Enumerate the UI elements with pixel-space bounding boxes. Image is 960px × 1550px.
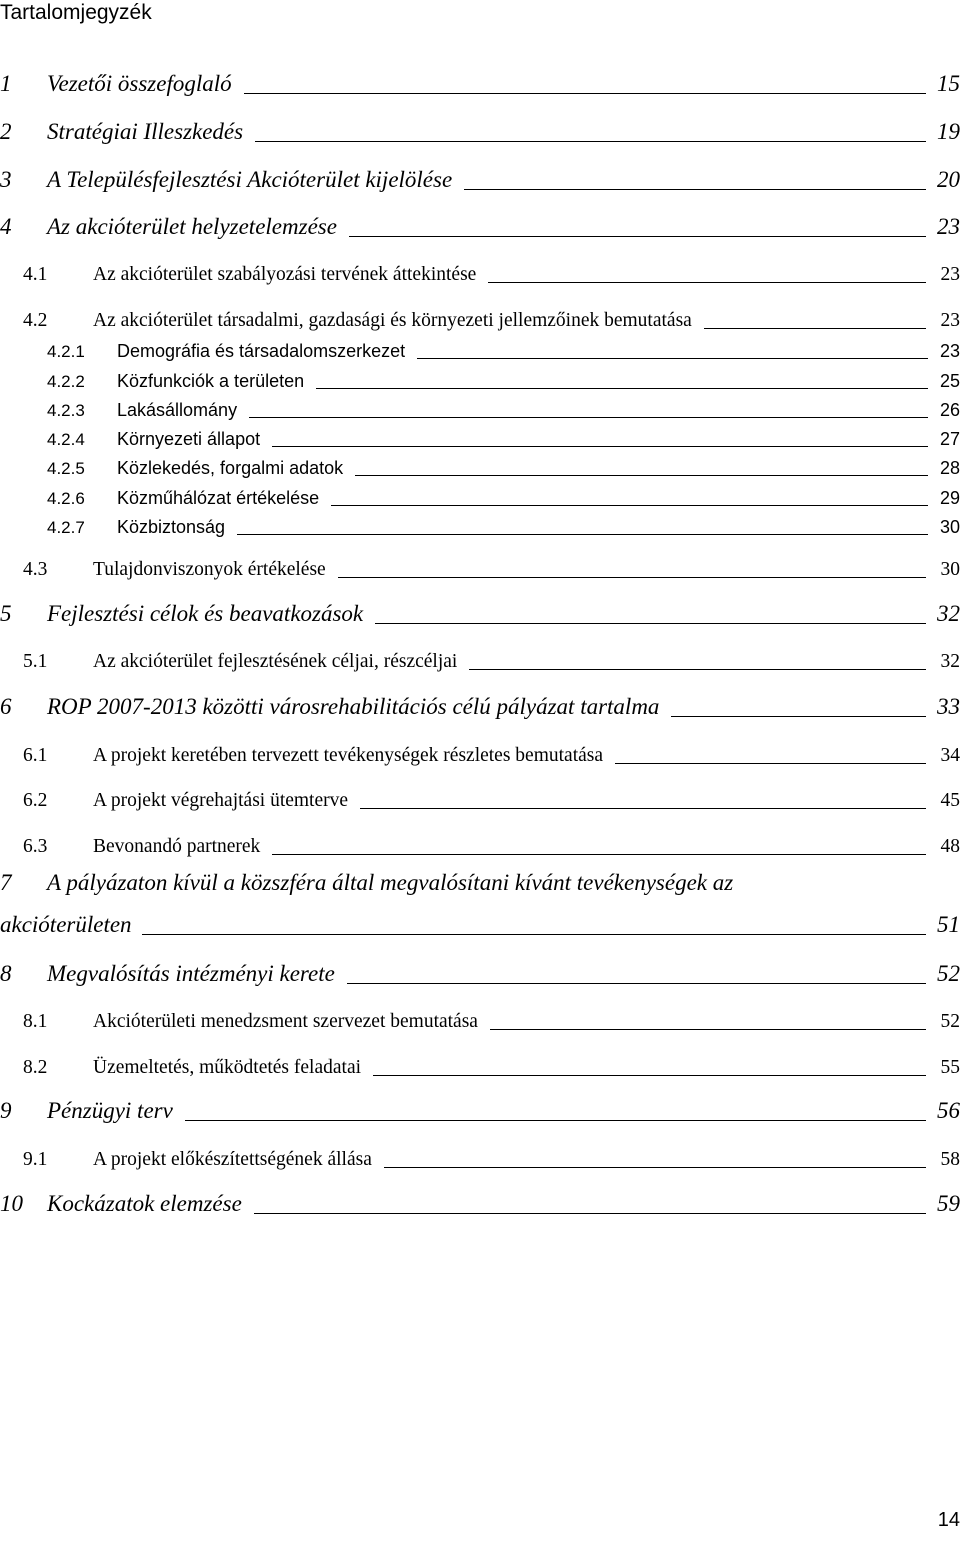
toc-entry-page: 32	[937, 601, 960, 626]
toc-entry-4-2[interactable]	[0, 302, 960, 332]
toc-entry-9-1[interactable]	[0, 1141, 960, 1171]
toc-entry-label: A pályázaton kívül a közszféra által megvalósítani kívánt tevékenységek az	[47, 870, 734, 895]
toc-entry-label: Közfunkciók a területen	[117, 371, 305, 391]
toc-entry-number: 4	[0, 214, 12, 239]
toc-entry-2[interactable]	[0, 115, 960, 145]
toc-entry-number: 4.2.4	[47, 430, 85, 449]
toc-entry-number: 4.1	[23, 264, 48, 285]
toc-entry-number: 4.2.3	[47, 401, 85, 420]
toc-entry-label: Pénzügyi terv	[47, 1098, 173, 1123]
toc-leader-line	[355, 475, 928, 476]
toc-entry-page: 33	[937, 694, 960, 719]
toc-entry-number: 6	[0, 694, 12, 719]
toc-entry-page: 59	[937, 1191, 960, 1216]
toc-leader-line	[237, 534, 928, 535]
toc-entry-label: Fejlesztési célok és beavatkozások	[47, 601, 364, 626]
toc-entry-number: 1	[0, 71, 12, 96]
toc-leader-line	[349, 236, 926, 237]
toc-entry-number: 10	[0, 1191, 23, 1216]
toc-entry-page: 23	[940, 264, 960, 285]
toc-entry-4-2-1[interactable]	[0, 332, 960, 362]
toc-entry-5-1[interactable]	[0, 643, 960, 673]
toc-entry-page: 45	[940, 790, 960, 811]
toc-entry-page: 29	[939, 488, 960, 508]
toc-entry-number: 9.1	[23, 1149, 48, 1170]
toc-entry-4-1[interactable]	[0, 256, 960, 286]
toc-entry-page: 28	[939, 458, 960, 478]
toc-entry-label: Tulajdonviszonyok értékelése	[93, 559, 326, 580]
toc-entry-label: Közműhálózat értékelése	[117, 488, 320, 508]
toc-entry-label: Az akcióterület szabályozási tervének áttekintése	[93, 264, 477, 285]
toc-entry-page: 23	[940, 310, 960, 331]
toc-entry-number: 8.2	[23, 1057, 48, 1078]
toc-entry-number: 4.2.6	[47, 489, 85, 508]
toc-entry-label: Környezeti állapot	[117, 429, 261, 449]
toc-leader-line	[615, 763, 926, 764]
toc-entry-label: A projekt keretében tervezett tevékenységek részletes bemutatása	[93, 745, 604, 766]
toc-entry-label: Megvalósítás intézményi kerete	[47, 961, 335, 986]
toc-entry-8-2[interactable]	[0, 1049, 960, 1079]
toc-entry-label-continued: akcióterületen	[0, 912, 132, 937]
toc-entry-label: Az akcióterület helyzetelemzése	[47, 214, 337, 239]
toc-leader-line	[488, 282, 926, 283]
toc-leader-line	[417, 358, 928, 359]
toc-leader-line	[142, 934, 926, 935]
toc-entry-4-2-7[interactable]	[0, 508, 960, 538]
toc-leader-line	[316, 388, 928, 389]
toc-entry-number: 4.3	[23, 559, 48, 580]
toc-entry-4-2-3[interactable]	[0, 391, 960, 421]
toc-entry-label: Közlekedés, forgalmi adatok	[117, 458, 344, 478]
toc-entry-6-3[interactable]	[0, 828, 960, 858]
toc-leader-line	[249, 417, 928, 418]
toc-entry-number: 8.1	[23, 1011, 48, 1032]
toc-leader-line	[373, 1075, 926, 1076]
toc-entry-label: A projekt végrehajtási ütemterve	[93, 790, 349, 811]
toc-entry-10[interactable]	[0, 1187, 960, 1217]
toc-entry-page: 48	[940, 836, 960, 857]
toc-entry-label: Bevonandó partnerek	[93, 836, 261, 857]
toc-entry-page: 15	[937, 71, 960, 96]
toc-entry-page: 26	[939, 400, 960, 420]
toc-entry-label: Vezetői összefoglaló	[47, 71, 232, 96]
toc-entry-page: 30	[940, 559, 960, 580]
toc-entry-6[interactable]	[0, 690, 960, 720]
toc-entry-7[interactable]	[0, 908, 960, 938]
toc-entry-label: ROP 2007-2013 közötti városrehabilitációs célú pályázat tartalma	[47, 694, 660, 719]
toc-entry-page: 51	[937, 912, 960, 937]
toc-leader-line	[375, 623, 926, 624]
toc-entry-page: 20	[937, 167, 960, 192]
toc-entry-number: 4.2.7	[47, 518, 85, 537]
toc-entry-label: Demográfia és társadalomszerkezet	[117, 341, 406, 361]
toc-entry-page: 52	[937, 961, 960, 986]
toc-leader-line	[704, 328, 926, 329]
toc-entry-page: 34	[940, 745, 960, 766]
toc-entry-1[interactable]	[0, 67, 960, 97]
toc-entry-page: 30	[939, 517, 960, 537]
toc-entry-label: Stratégiai Illeszkedés	[47, 119, 244, 144]
toc-leader-line	[254, 1213, 926, 1214]
toc-entry-number: 8	[0, 961, 12, 986]
toc-leader-line	[490, 1029, 926, 1030]
toc-entry-page: 52	[940, 1011, 960, 1032]
toc-entry-page: 27	[939, 429, 960, 449]
toc-leader-line	[272, 446, 928, 447]
toc-entry-4-2-2[interactable]	[0, 362, 960, 392]
toc-entry-number: 2	[0, 119, 12, 144]
toc-entry-number: 4.2.2	[47, 372, 85, 391]
toc-entry-5[interactable]	[0, 597, 960, 627]
toc-entry-label: Üzemeltetés, működtetés feladatai	[93, 1057, 362, 1078]
toc-entry-label: A projekt előkészítettségének állása	[93, 1149, 372, 1170]
toc-entry-page: 25	[939, 371, 960, 391]
toc-leader-line	[185, 1120, 926, 1121]
toc-entry-number: 4.2	[23, 310, 48, 331]
toc-entry-number: 9	[0, 1098, 12, 1123]
toc-entry-number: 4.2.5	[47, 459, 85, 478]
toc-entry-page: 55	[940, 1057, 960, 1078]
toc-leader-line	[384, 1167, 926, 1168]
toc-entry-label: Az akcióterület fejlesztésének céljai, részcéljai	[93, 651, 458, 672]
toc-leader-line	[244, 93, 926, 94]
toc-entry-number: 3	[0, 167, 12, 192]
toc-leader-line	[347, 983, 926, 984]
toc-entry-page: 19	[937, 119, 960, 144]
toc-entry-number: 6.1	[23, 745, 48, 766]
toc-entry-4-2-5[interactable]	[0, 449, 960, 479]
toc-leader-line	[464, 189, 926, 190]
toc-leader-line	[331, 505, 928, 506]
toc-entry-8[interactable]	[0, 957, 960, 987]
toc-leader-line	[469, 669, 926, 670]
toc-entry-number: 6.2	[23, 790, 48, 811]
toc-entry-label: Akcióterületi menedzsment szervezet bemutatása	[93, 1011, 478, 1032]
toc-entry-page: 56	[937, 1098, 960, 1123]
toc-entry-number: 5	[0, 601, 12, 626]
toc-entry-number: 5.1	[23, 651, 48, 672]
toc-leader-line	[338, 577, 926, 578]
toc-entry-label: Kockázatok elemzése	[47, 1191, 242, 1216]
toc-entry-8-1[interactable]	[0, 1003, 960, 1033]
toc-entry-6-1[interactable]	[0, 737, 960, 767]
toc-entry-page: 23	[937, 214, 960, 239]
toc-entry-label: Közbiztonság	[117, 517, 226, 537]
toc-entry-4-2-4[interactable]	[0, 420, 960, 450]
toc-entry-number: 4.2.1	[47, 342, 85, 361]
toc-entry-4-3[interactable]	[0, 551, 960, 581]
toc-entry-page: 58	[940, 1149, 960, 1170]
toc-entry-label: Az akcióterület társadalmi, gazdasági és környezeti jellemzőinek bemutatása	[93, 310, 692, 331]
toc-entry-label: Lakásállomány	[117, 400, 238, 420]
toc-entry-page: 23	[939, 341, 960, 361]
toc-leader-line	[272, 854, 926, 855]
toc-entry-6-2[interactable]	[0, 782, 960, 812]
toc-entry-9[interactable]	[0, 1094, 960, 1124]
toc-entry-page: 32	[940, 651, 960, 672]
toc-leader-line	[255, 141, 926, 142]
toc-title: Tartalomjegyzék	[0, 1, 152, 24]
toc-entry-4[interactable]	[0, 210, 960, 240]
toc-entry-number: 6.3	[23, 836, 48, 857]
toc-entry-4-2-6[interactable]	[0, 479, 960, 509]
toc-entry-7-line1[interactable]	[0, 866, 960, 896]
toc-leader-line	[671, 716, 926, 717]
page-number: 14	[937, 1509, 960, 1531]
toc-entry-number: 7	[0, 870, 12, 895]
toc-entry-3[interactable]	[0, 163, 960, 193]
toc-leader-line	[360, 808, 926, 809]
toc-entry-label: A Településfejlesztési Akcióterület kijelölése	[47, 167, 453, 192]
